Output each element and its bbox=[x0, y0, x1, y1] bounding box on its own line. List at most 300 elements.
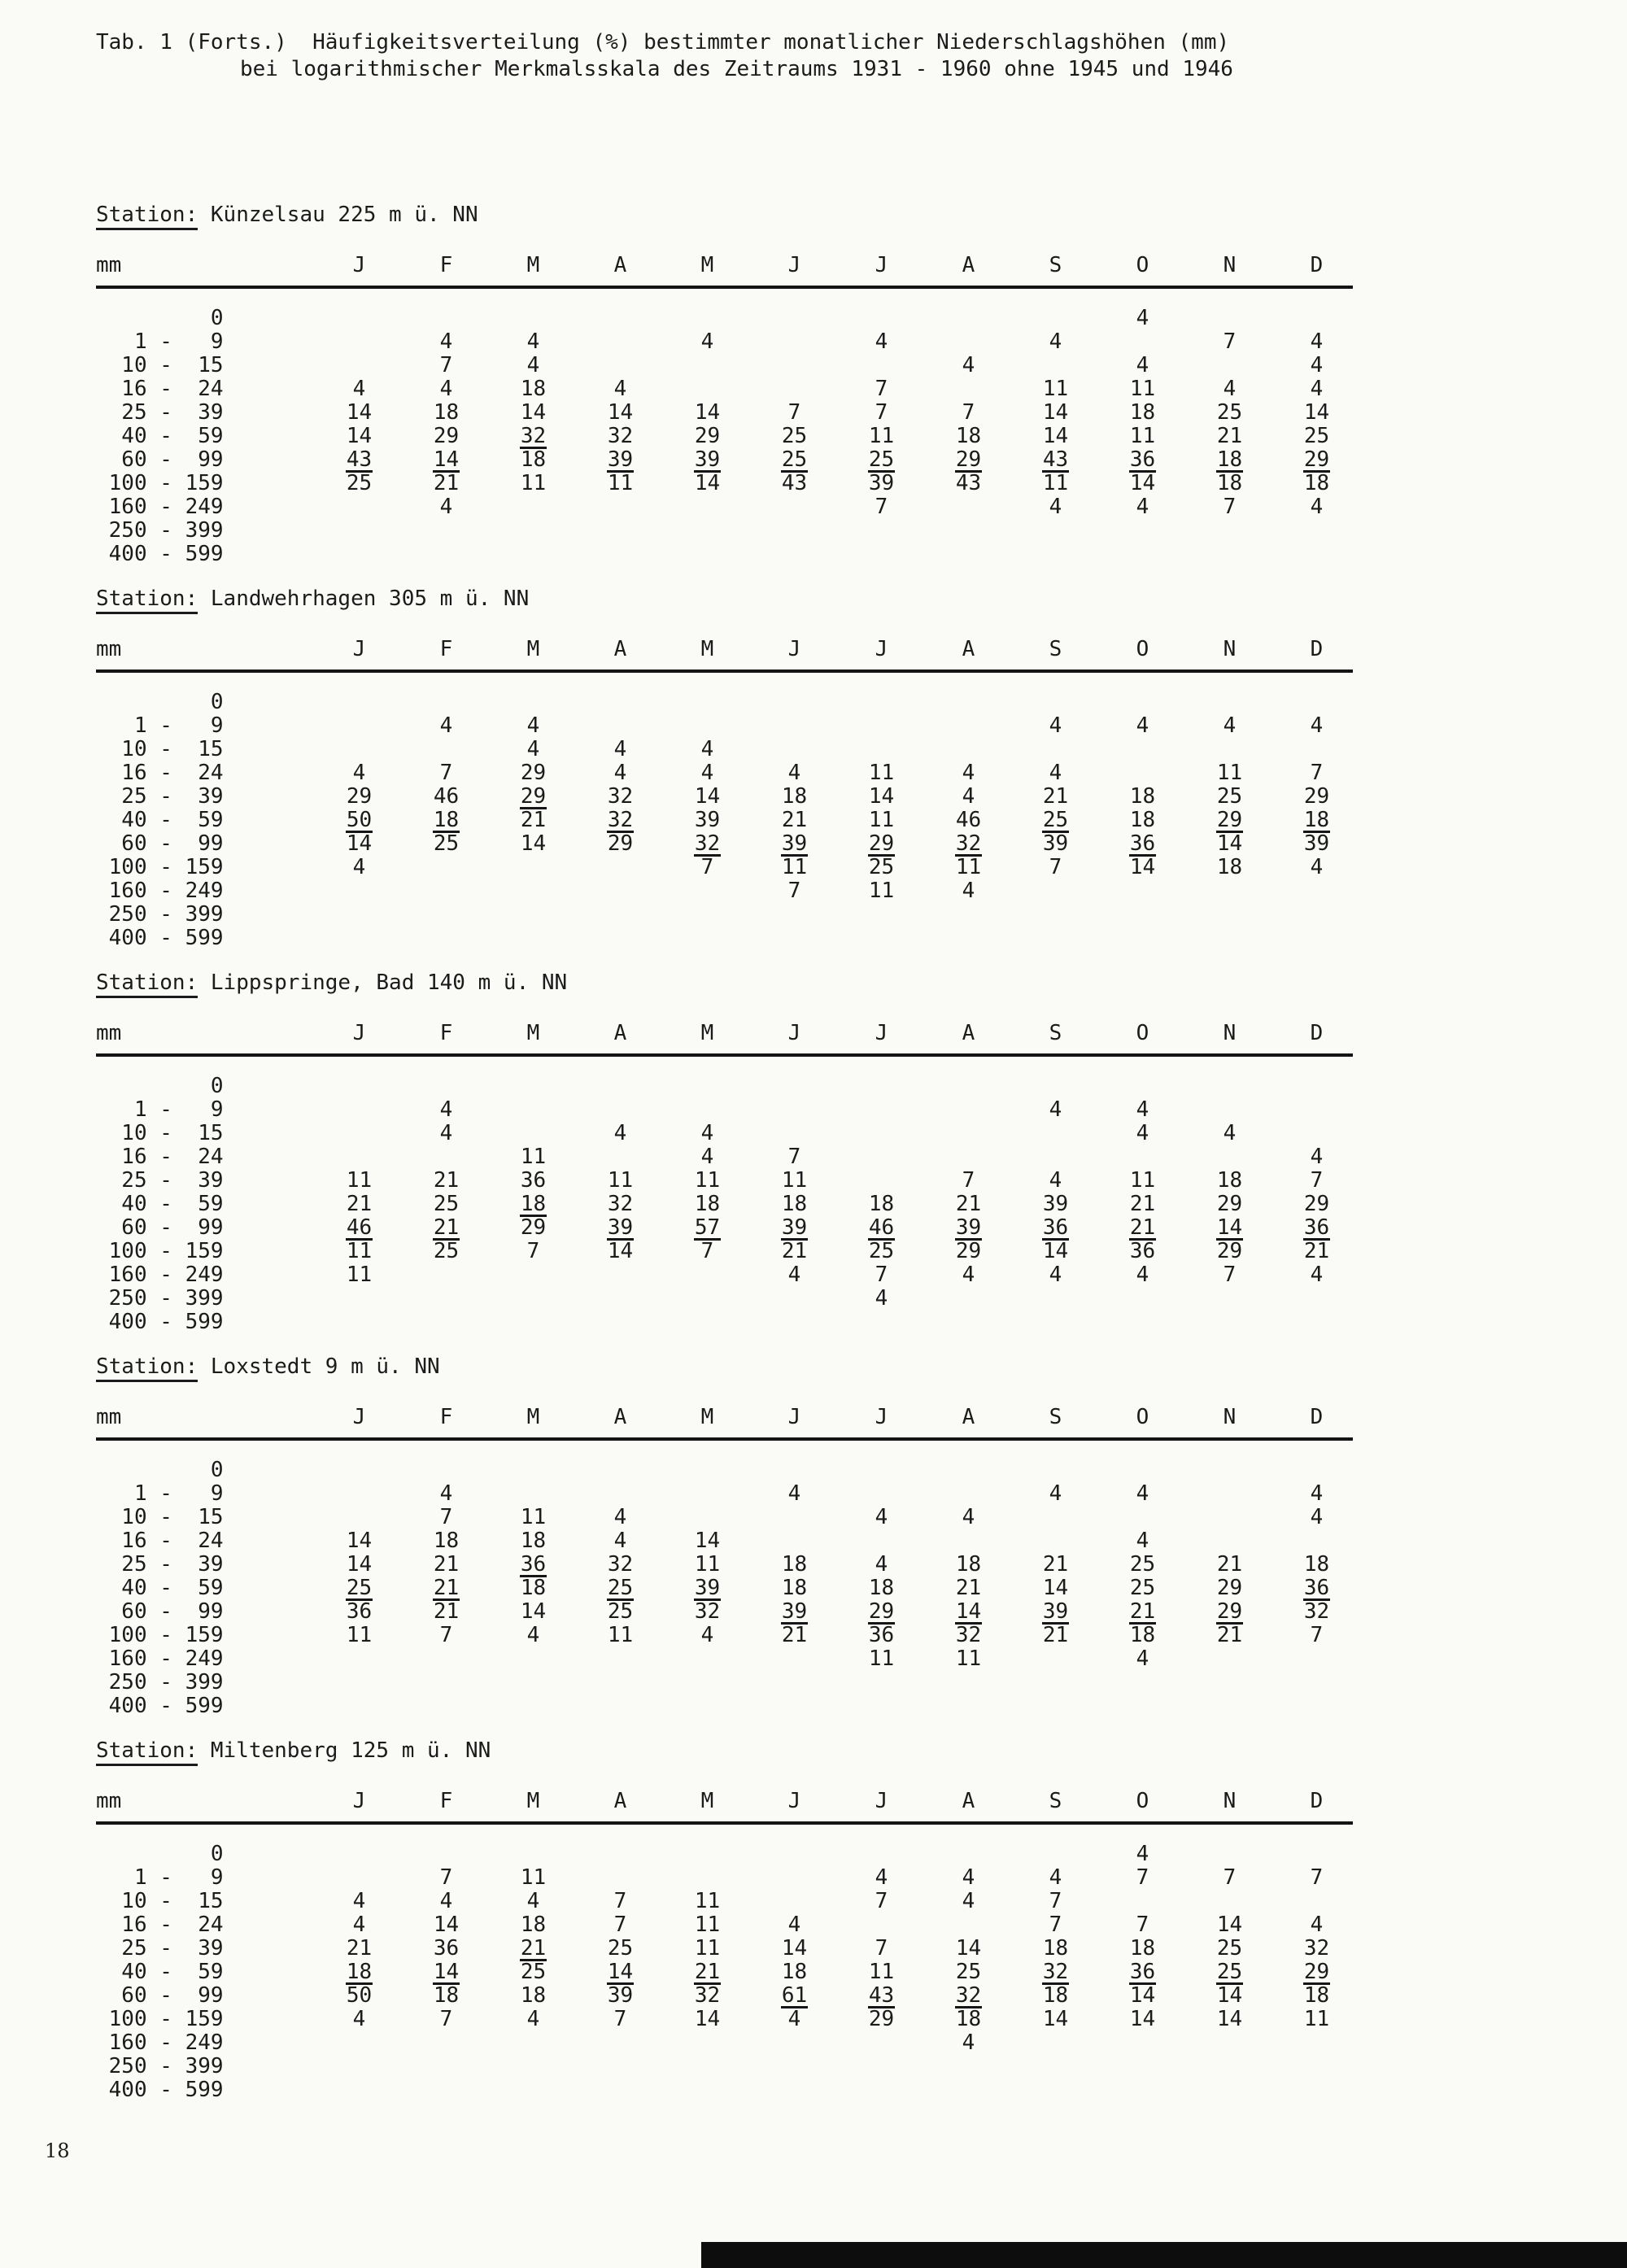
cell-value: 4 bbox=[526, 329, 540, 354]
row-label: 160 - 249 bbox=[96, 495, 224, 519]
table-row bbox=[96, 927, 1627, 950]
cell bbox=[577, 2078, 664, 2102]
cell bbox=[751, 1506, 838, 1529]
month-header: A bbox=[613, 253, 627, 277]
cell bbox=[664, 691, 751, 714]
cell bbox=[316, 1600, 403, 1624]
cell-value: 39 bbox=[1042, 1599, 1069, 1624]
cell-value: 18 bbox=[1129, 784, 1156, 809]
cell-value: 4 bbox=[875, 1505, 888, 1529]
station-label: Station: bbox=[96, 1738, 198, 1766]
cell bbox=[316, 354, 403, 377]
cell-value: 43 bbox=[781, 471, 808, 495]
cell bbox=[490, 307, 577, 330]
cell bbox=[925, 495, 1012, 519]
cell bbox=[925, 1506, 1012, 1529]
cell-value: 14 bbox=[955, 1599, 982, 1624]
cell bbox=[838, 448, 925, 472]
cell bbox=[403, 330, 490, 354]
month-header: D bbox=[1310, 1405, 1324, 1429]
cell bbox=[1099, 1843, 1186, 1866]
cell bbox=[1012, 1287, 1099, 1311]
table-row bbox=[96, 1624, 1627, 1647]
cell bbox=[1273, 785, 1360, 809]
cell bbox=[1273, 1984, 1360, 2008]
cell bbox=[1273, 1866, 1360, 1890]
cell bbox=[925, 1577, 1012, 1600]
cell bbox=[1186, 2078, 1273, 2102]
cell-value: 4 bbox=[1310, 1913, 1324, 1937]
row-label: 100 - 159 bbox=[96, 471, 224, 495]
cell bbox=[316, 1577, 403, 1600]
table-row bbox=[96, 1311, 1627, 1334]
cell-value: 4 bbox=[1136, 353, 1149, 377]
cell bbox=[925, 832, 1012, 856]
cell bbox=[1012, 1122, 1099, 1145]
cell bbox=[316, 1529, 403, 1553]
cell-value: 29 bbox=[607, 831, 634, 856]
cell-value: 32 bbox=[607, 1192, 634, 1216]
cell bbox=[925, 307, 1012, 330]
cell bbox=[1012, 714, 1099, 738]
row-label: 60 - 99 bbox=[96, 1215, 224, 1240]
cell-value: 4 bbox=[1310, 329, 1324, 354]
cell bbox=[490, 2031, 577, 2055]
cell bbox=[838, 2008, 925, 2031]
cell bbox=[1186, 927, 1273, 950]
cell bbox=[664, 401, 751, 425]
table-row bbox=[96, 903, 1627, 927]
cell bbox=[1099, 1193, 1186, 1216]
row-label: 60 - 99 bbox=[96, 831, 224, 856]
month-header: A bbox=[962, 1405, 975, 1429]
cell bbox=[316, 1961, 403, 1984]
cell bbox=[1012, 2031, 1099, 2055]
cell-value: 18 bbox=[781, 1576, 808, 1600]
row-label: 160 - 249 bbox=[96, 1263, 224, 1287]
cell-value: 18 bbox=[433, 808, 460, 832]
cell bbox=[1273, 1553, 1360, 1577]
cell bbox=[751, 879, 838, 903]
cell bbox=[577, 330, 664, 354]
cell bbox=[316, 1122, 403, 1145]
cell bbox=[1186, 1240, 1273, 1263]
cell-value: 18 bbox=[1129, 808, 1156, 832]
scan-artifact-bar bbox=[701, 2242, 1627, 2268]
cell-value: 18 bbox=[1042, 1983, 1069, 2008]
cell bbox=[751, 1216, 838, 1240]
cell-value: 14 bbox=[955, 1936, 982, 1961]
cell bbox=[577, 1553, 664, 1577]
cell bbox=[316, 1843, 403, 1866]
cell bbox=[316, 1506, 403, 1529]
cell bbox=[1273, 1506, 1360, 1529]
cell bbox=[838, 1913, 925, 1937]
cell bbox=[1273, 495, 1360, 519]
cell-value: 11 bbox=[868, 761, 895, 785]
cell bbox=[577, 1984, 664, 2008]
cell bbox=[925, 1984, 1012, 2008]
cell bbox=[1186, 2031, 1273, 2055]
table-row bbox=[96, 832, 1627, 856]
cell bbox=[316, 1913, 403, 1937]
cell bbox=[490, 1529, 577, 1553]
table-row bbox=[96, 1287, 1627, 1311]
cell bbox=[751, 1866, 838, 1890]
row-label: 400 - 599 bbox=[96, 542, 224, 566]
cell-value: 7 bbox=[439, 1623, 453, 1647]
cell bbox=[1012, 927, 1099, 950]
cell bbox=[403, 519, 490, 543]
cell-value: 4 bbox=[1136, 1121, 1149, 1145]
cell-value: 11 bbox=[868, 1646, 895, 1671]
cell-value: 25 bbox=[1303, 424, 1330, 448]
cell bbox=[1273, 1937, 1360, 1961]
header-rule bbox=[96, 1053, 1353, 1057]
cell bbox=[925, 1075, 1012, 1098]
cell bbox=[1273, 1145, 1360, 1169]
cell bbox=[1273, 307, 1360, 330]
month-header: A bbox=[962, 1789, 975, 1813]
cell bbox=[925, 2031, 1012, 2055]
cell bbox=[751, 495, 838, 519]
cell bbox=[1186, 1553, 1273, 1577]
month-header: M bbox=[526, 1789, 540, 1813]
row-label: 0 bbox=[96, 1458, 224, 1482]
row-label: 10 - 15 bbox=[96, 1121, 224, 1145]
cell-value: 4 bbox=[1223, 1121, 1237, 1145]
cell-value: 36 bbox=[346, 1599, 373, 1624]
cell-value: 36 bbox=[1129, 831, 1156, 856]
cell-value: 11 bbox=[346, 1263, 373, 1287]
cell bbox=[664, 1961, 751, 1984]
cell bbox=[664, 448, 751, 472]
cell bbox=[403, 1075, 490, 1098]
cell bbox=[1012, 307, 1099, 330]
cell bbox=[1273, 1647, 1360, 1671]
cell bbox=[490, 1671, 577, 1694]
cell bbox=[1012, 1216, 1099, 1240]
table-header-row bbox=[96, 1021, 1627, 1045]
cell bbox=[1186, 307, 1273, 330]
cell bbox=[1186, 1913, 1273, 1937]
cell bbox=[1012, 2055, 1099, 2078]
station-name: Landwehrhagen 305 m ü. NN bbox=[198, 587, 530, 611]
cell bbox=[838, 1193, 925, 1216]
cell bbox=[751, 1122, 838, 1145]
cell bbox=[490, 1647, 577, 1671]
cell bbox=[403, 903, 490, 927]
cell bbox=[751, 1843, 838, 1866]
cell-value: 7 bbox=[1223, 495, 1237, 519]
cell bbox=[1186, 1193, 1273, 1216]
month-header: S bbox=[1049, 1405, 1062, 1429]
cell bbox=[751, 448, 838, 472]
unit-header: mm bbox=[96, 1405, 122, 1429]
cell-value: 14 bbox=[607, 400, 634, 425]
cell bbox=[1273, 2008, 1360, 2031]
station-section-1 bbox=[96, 203, 1627, 566]
cell bbox=[664, 1529, 751, 1553]
cell bbox=[1099, 472, 1186, 495]
cell bbox=[925, 1694, 1012, 1718]
cell-value: 21 bbox=[1216, 424, 1243, 448]
cell bbox=[925, 1647, 1012, 1671]
table-body bbox=[96, 1843, 1627, 2102]
cell bbox=[664, 2008, 751, 2031]
row-label: 40 - 59 bbox=[96, 1192, 224, 1216]
cell bbox=[751, 472, 838, 495]
cell bbox=[664, 761, 751, 785]
cell bbox=[490, 1482, 577, 1506]
cell bbox=[1099, 1075, 1186, 1098]
row-label: 400 - 599 bbox=[96, 1310, 224, 1334]
cell-value: 36 bbox=[868, 1623, 895, 1647]
cell-value: 36 bbox=[1042, 1215, 1069, 1240]
cell-value: 29 bbox=[520, 1215, 547, 1240]
cell bbox=[1273, 472, 1360, 495]
cell bbox=[838, 377, 925, 401]
cell-value: 29 bbox=[868, 1599, 895, 1624]
cell-value: 21 bbox=[433, 1168, 460, 1193]
cell bbox=[1186, 354, 1273, 377]
cell bbox=[1186, 1600, 1273, 1624]
cell-value: 11 bbox=[694, 1889, 721, 1913]
cell bbox=[1186, 1482, 1273, 1506]
cell-value: 61 bbox=[781, 1983, 808, 2008]
cell bbox=[1099, 307, 1186, 330]
cell bbox=[664, 1075, 751, 1098]
cell bbox=[1012, 1866, 1099, 1890]
cell bbox=[577, 1169, 664, 1193]
cell bbox=[838, 1240, 925, 1263]
cell bbox=[577, 377, 664, 401]
table-row bbox=[96, 714, 1627, 738]
cell bbox=[403, 856, 490, 879]
month-header: F bbox=[439, 1021, 453, 1045]
cell-value: 7 bbox=[1223, 1865, 1237, 1890]
cell-value: 18 bbox=[1216, 1168, 1243, 1193]
cell bbox=[316, 2078, 403, 2102]
cell bbox=[403, 1482, 490, 1506]
cell bbox=[577, 761, 664, 785]
cell bbox=[838, 1624, 925, 1647]
cell-value: 18 bbox=[520, 1192, 547, 1216]
cell-value: 43 bbox=[1042, 447, 1069, 472]
cell-value: 18 bbox=[781, 1552, 808, 1577]
cell-value: 29 bbox=[955, 1239, 982, 1263]
cell-value: 18 bbox=[781, 784, 808, 809]
cell bbox=[577, 1263, 664, 1287]
month-header: A bbox=[962, 1021, 975, 1045]
cell-value: 4 bbox=[1136, 1481, 1149, 1506]
cell bbox=[925, 1311, 1012, 1334]
cell-value: 4 bbox=[962, 1889, 975, 1913]
cell-value: 7 bbox=[787, 879, 801, 903]
cell-value: 29 bbox=[1303, 1192, 1330, 1216]
cell-value: 18 bbox=[1303, 1983, 1330, 2008]
cell bbox=[664, 1984, 751, 2008]
table-row bbox=[96, 472, 1627, 495]
cell-value: 4 bbox=[1049, 761, 1062, 785]
cell bbox=[925, 1263, 1012, 1287]
cell bbox=[664, 2055, 751, 2078]
cell bbox=[925, 1529, 1012, 1553]
cell-value: 4 bbox=[1136, 495, 1149, 519]
cell-value: 14 bbox=[694, 400, 721, 425]
row-label: 100 - 159 bbox=[96, 2007, 224, 2031]
cell bbox=[316, 1866, 403, 1890]
cell-value: 43 bbox=[868, 1983, 895, 2008]
cell bbox=[1099, 401, 1186, 425]
cell bbox=[664, 1122, 751, 1145]
row-label: 25 - 39 bbox=[96, 1168, 224, 1193]
table-row bbox=[96, 1671, 1627, 1694]
cell bbox=[1186, 1311, 1273, 1334]
row-label: 400 - 599 bbox=[96, 2078, 224, 2102]
cell bbox=[838, 1843, 925, 1866]
cell bbox=[925, 1145, 1012, 1169]
month-header: M bbox=[700, 1789, 714, 1813]
cell bbox=[490, 1866, 577, 1890]
cell bbox=[577, 1937, 664, 1961]
cell-value: 25 bbox=[346, 471, 373, 495]
cell-value: 25 bbox=[955, 1960, 982, 1984]
cell bbox=[1273, 1216, 1360, 1240]
cell bbox=[838, 1553, 925, 1577]
station-name: Künzelsau 225 m ü. NN bbox=[198, 203, 478, 227]
cell bbox=[1012, 1961, 1099, 1984]
cell bbox=[751, 809, 838, 832]
cell bbox=[490, 1169, 577, 1193]
row-label: 250 - 399 bbox=[96, 1286, 224, 1311]
table-row bbox=[96, 1647, 1627, 1671]
cell-value: 4 bbox=[439, 1889, 453, 1913]
cell bbox=[577, 1506, 664, 1529]
cell-value: 14 bbox=[346, 400, 373, 425]
cell-value: 14 bbox=[781, 1936, 808, 1961]
cell bbox=[1099, 2055, 1186, 2078]
row-label: 16 - 24 bbox=[96, 377, 224, 401]
cell bbox=[1099, 425, 1186, 448]
cell bbox=[751, 401, 838, 425]
table-row bbox=[96, 809, 1627, 832]
cell bbox=[1012, 1506, 1099, 1529]
cell-value: 21 bbox=[1042, 1552, 1069, 1577]
cell-value: 36 bbox=[520, 1168, 547, 1193]
cell bbox=[1186, 1843, 1273, 1866]
cell-value: 14 bbox=[1042, 424, 1069, 448]
cell bbox=[925, 761, 1012, 785]
cell bbox=[1273, 1671, 1360, 1694]
cell bbox=[490, 1216, 577, 1240]
cell-value: 46 bbox=[955, 808, 982, 832]
cell bbox=[925, 879, 1012, 903]
cell-value: 18 bbox=[868, 1192, 895, 1216]
cell bbox=[838, 1600, 925, 1624]
cell bbox=[577, 307, 664, 330]
row-label: 40 - 59 bbox=[96, 808, 224, 832]
cell bbox=[577, 2055, 664, 2078]
cell-value: 7 bbox=[700, 1239, 714, 1263]
cell bbox=[316, 903, 403, 927]
cell bbox=[403, 1529, 490, 1553]
cell bbox=[1099, 1984, 1186, 2008]
cell bbox=[664, 1913, 751, 1937]
cell-value: 29 bbox=[1303, 784, 1330, 809]
month-header: F bbox=[439, 1405, 453, 1429]
cell bbox=[577, 1193, 664, 1216]
cell-value: 11 bbox=[868, 808, 895, 832]
cell-value: 18 bbox=[346, 1960, 373, 1984]
cell-value: 4 bbox=[1223, 713, 1237, 738]
cell bbox=[664, 714, 751, 738]
cell bbox=[925, 1600, 1012, 1624]
cell bbox=[925, 714, 1012, 738]
cell-value: 4 bbox=[439, 1097, 453, 1122]
cell-value: 18 bbox=[520, 377, 547, 401]
cell-value: 25 bbox=[1216, 784, 1243, 809]
unit-header: mm bbox=[96, 253, 122, 277]
cell bbox=[577, 2031, 664, 2055]
cell-value: 4 bbox=[526, 2007, 540, 2031]
cell-value: 4 bbox=[439, 1121, 453, 1145]
cell bbox=[403, 2055, 490, 2078]
cell-value: 4 bbox=[1310, 1481, 1324, 1506]
row-label: 25 - 39 bbox=[96, 1936, 224, 1961]
cell bbox=[1099, 1671, 1186, 1694]
cell bbox=[403, 1913, 490, 1937]
cell bbox=[751, 1984, 838, 2008]
cell-value: 39 bbox=[694, 447, 721, 472]
cell bbox=[925, 2055, 1012, 2078]
cell bbox=[664, 738, 751, 761]
row-label: 40 - 59 bbox=[96, 424, 224, 448]
cell bbox=[490, 425, 577, 448]
cell bbox=[838, 1671, 925, 1694]
table-row bbox=[96, 2008, 1627, 2031]
cell bbox=[1099, 330, 1186, 354]
cell bbox=[1273, 1482, 1360, 1506]
cell-value: 32 bbox=[1042, 1960, 1069, 1984]
month-header: J bbox=[352, 1021, 366, 1045]
cell bbox=[1012, 1553, 1099, 1577]
cell-value: 29 bbox=[868, 831, 895, 856]
cell-value: 18 bbox=[520, 1913, 547, 1937]
table-row bbox=[96, 354, 1627, 377]
cell bbox=[1012, 1169, 1099, 1193]
cell bbox=[577, 1913, 664, 1937]
month-header: J bbox=[875, 637, 888, 661]
cell bbox=[577, 714, 664, 738]
cell-value: 4 bbox=[1136, 306, 1149, 330]
cell bbox=[577, 1145, 664, 1169]
cell bbox=[838, 354, 925, 377]
cell bbox=[1273, 330, 1360, 354]
cell bbox=[664, 519, 751, 543]
cell bbox=[577, 448, 664, 472]
station-section-4 bbox=[96, 1354, 1627, 1718]
cell bbox=[838, 761, 925, 785]
cell-value: 18 bbox=[433, 1983, 460, 2008]
table-header-row bbox=[96, 253, 1627, 277]
cell bbox=[316, 2055, 403, 2078]
station-title bbox=[96, 203, 1627, 230]
month-header: M bbox=[526, 1021, 540, 1045]
cell bbox=[577, 401, 664, 425]
cell bbox=[316, 1694, 403, 1718]
cell bbox=[1012, 879, 1099, 903]
